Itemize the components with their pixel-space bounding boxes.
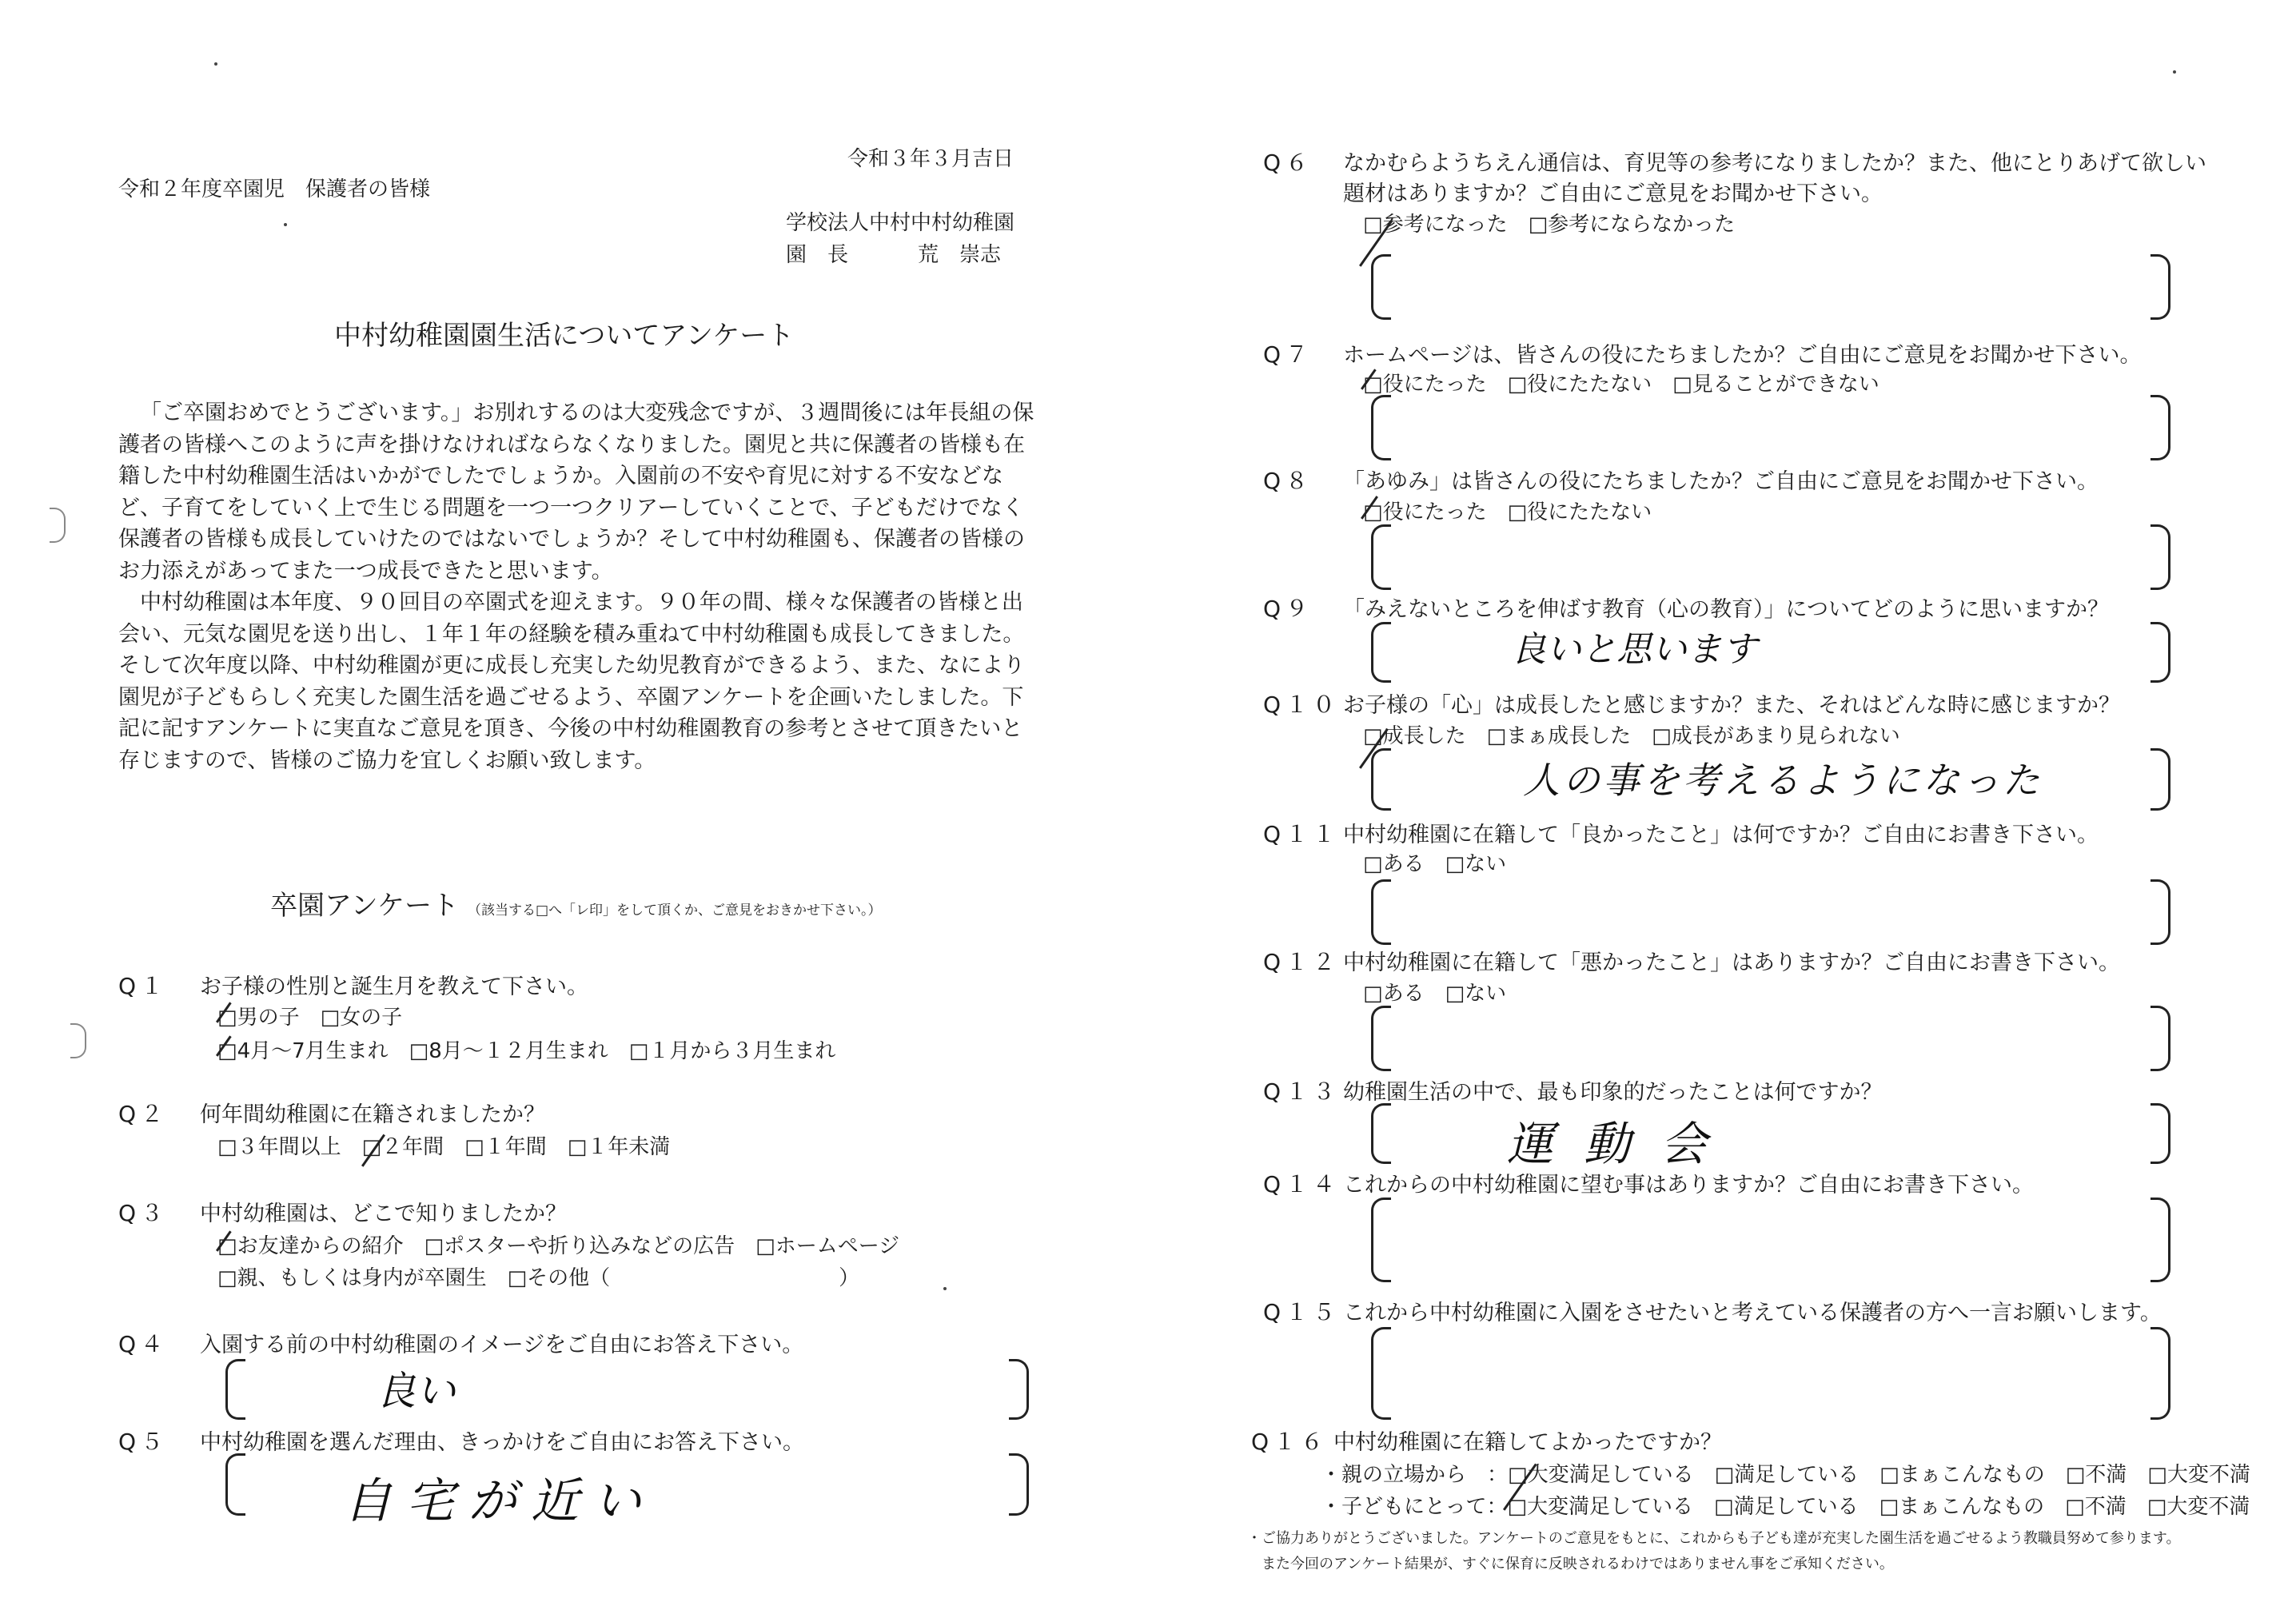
q16-text: 中村幼稚園に在籍してよかったですか？ — [1333, 1430, 1722, 1455]
q7-answer-bracket-left — [1371, 395, 1391, 460]
header-principal-name: 荒 崇志 — [918, 243, 1002, 267]
q16-options-child[interactable]: ・子どもにとって：□大変満足している □満足している □まぁこんなもの □不満 □大変不満 — [1321, 1495, 2250, 1519]
q3-text: 中村幼稚園は、どこで知りましたか？ — [200, 1202, 567, 1226]
q1-options-gender[interactable]: □男の子 □女の子 — [217, 1006, 403, 1030]
q13-text: 幼稚園生活の中で、最も印象的だったことは何ですか？ — [1343, 1080, 1883, 1105]
q8-number: Q８ — [1263, 468, 1313, 494]
scan-speck — [943, 1287, 947, 1290]
q7-options[interactable]: □役にたった □役にたたない □見ることができない — [1363, 373, 1879, 397]
q12-number: Q１２ — [1263, 949, 1341, 975]
footnote-thanks: ・ご協力ありがとうございました。アンケートのご意見をもとに、これからも子ども達が充実した園生活を過ごせるよう教職員努めて参ります。 — [1247, 1530, 2181, 1547]
q14-answer-bracket-left — [1371, 1198, 1391, 1282]
survey-title: 卒園アンケート — [270, 890, 459, 922]
q7-answer-bracket-right — [2151, 395, 2170, 460]
q10-text: お子様の「心」は成長したと感じますか？また、それはどんな時に感じますか？ — [1343, 693, 2120, 718]
q1-options-birth[interactable]: □4月～7月生まれ □8月～１２月生まれ □１月から３月生まれ — [217, 1039, 836, 1063]
q9-text: 「みえないところを伸ばす教育（心の教育）」についてどのように思いますか？ — [1343, 597, 2109, 622]
q4-number: Q４ — [118, 1331, 169, 1357]
header-org: 学校法人中村中村幼稚園 — [786, 211, 1015, 235]
q7-text: ホームページは、皆さんの役にたちましたか？ご自由にご意見をお聞かせ下さい。 — [1343, 343, 2142, 368]
header-recipient: 令和２年度卒園児 保護者の皆様 — [118, 177, 431, 201]
footnote-notice: また今回のアンケート結果が、すぐに保育に反映されるわけではありません事をご承知ください。 — [1247, 1556, 1894, 1572]
q13-number: Q１３ — [1263, 1078, 1341, 1105]
q11-answer-bracket-left — [1371, 879, 1391, 945]
header-date: 令和３年３月吉日 — [847, 147, 1014, 171]
q9-number: Q９ — [1263, 596, 1313, 622]
q11-text: 中村幼稚園に在籍して「良かったこと」は何ですか？ご自由にお書き下さい。 — [1343, 823, 2099, 847]
q5-answer-bracket-right — [1009, 1453, 1029, 1516]
q7-number: Q７ — [1263, 341, 1313, 368]
q13-handwritten-answer[interactable]: 運動会 — [1507, 1117, 1738, 1171]
q14-answer-bracket-right — [2151, 1198, 2170, 1282]
q5-number: Q５ — [118, 1429, 169, 1455]
q8-text: 「あゆみ」は皆さんの役にたちましたか？ご自由にご意見をお聞かせ下さい。 — [1343, 469, 2099, 494]
binder-hole-mark — [50, 508, 66, 543]
q10-answer-bracket-left — [1371, 748, 1391, 811]
intro-paragraph — [118, 397, 1038, 776]
q6-text-2: 題材はありますか？ご自由にご意見をお聞かせ下さい。 — [1343, 181, 1883, 206]
survey-note: （該当する□へ「レ印」をして頂くか、ご意見をおきかせ下さい。） — [468, 903, 882, 919]
q4-text: 入園する前の中村幼稚園のイメージをご自由にお答え下さい。 — [200, 1333, 804, 1357]
q15-number: Q１５ — [1263, 1299, 1341, 1325]
q9-answer-bracket-left — [1371, 622, 1391, 683]
q11-number: Q１１ — [1263, 821, 1341, 847]
q8-answer-bracket-right — [2151, 524, 2170, 590]
scan-speck — [214, 62, 217, 66]
q4-answer-bracket-right — [1009, 1359, 1029, 1420]
q11-answer-bracket-right — [2151, 879, 2170, 945]
q16-number: Q１６ — [1251, 1429, 1329, 1455]
q9-answer-bracket-right — [2151, 622, 2170, 683]
q12-answer-bracket-left — [1371, 1006, 1391, 1071]
q11-options[interactable]: □ある □ない — [1363, 852, 1507, 876]
q1-number: Q１ — [118, 973, 169, 999]
q10-options[interactable]: □成長した □まぁ成長した □成長があまり見られない — [1363, 724, 1900, 748]
header-principal-title: 園 長 — [786, 243, 849, 267]
q15-answer-bracket-left — [1371, 1327, 1391, 1420]
q5-answer-bracket-left — [225, 1453, 245, 1516]
q8-answer-bracket-left — [1371, 524, 1391, 590]
q3-options-1[interactable]: □お友達からの紹介 □ポスターや折り込みなどの広告 □ホームページ — [217, 1234, 900, 1258]
scan-speck — [284, 223, 287, 226]
q9-handwritten-answer[interactable]: 良いと思います — [1511, 629, 1757, 670]
q6-answer-bracket-left — [1371, 254, 1391, 320]
q16-options-parent[interactable]: ・親の立場から ：□大変満足している □満足している □まぁこんなもの □不満 □大変不満 — [1321, 1463, 2250, 1487]
q2-number: Q２ — [118, 1101, 169, 1127]
q13-answer-bracket-left — [1371, 1103, 1391, 1164]
q6-options[interactable]: □参考になった □参考にならなかった — [1363, 213, 1736, 237]
q8-options[interactable]: □役にたった □役にたたない — [1363, 500, 1652, 524]
q6-text: なかむらようちえん通信は、育児等の参考になりましたか？また、他にとりあげて欲しい — [1343, 151, 2206, 176]
intro-text-1: 「ご卒園おめでとうございます。」お別れするのは大変残念ですが、３週間後には年長組の保護者の皆様へこのように声を掛けなければならなくなりました。園児と共に保護者の皆様も在籍した中村幼稚園生活はいかがでしたでしょうか。入園前の不安や育児に対する不安などなど、子育てをしていく上で生じる問題を一つ一つクリアーしていくことで、子どもだけでなく保護者の皆様も成長していけたのではないでしょうか？そして中村幼稚園も、保護者の皆様のお力添えがあってまた一つ成長できたと思います。 — [118, 401, 1034, 584]
q6-answer-bracket-right — [2151, 254, 2170, 320]
q10-answer-bracket-right — [2151, 748, 2170, 811]
q12-options[interactable]: □ある □ない — [1363, 982, 1507, 1006]
q12-text: 中村幼稚園に在籍して「悪かったこと」はありますか？ご自由にお書き下さい。 — [1343, 950, 2120, 975]
q4-handwritten-answer[interactable]: 良い — [376, 1368, 456, 1414]
q6-number: Q６ — [1263, 149, 1313, 176]
page-title: 中村幼稚園園生活についてアンケート — [334, 320, 795, 352]
q2-text: 何年間幼稚園に在籍されましたか？ — [200, 1102, 545, 1127]
q12-answer-bracket-right — [2151, 1006, 2170, 1071]
q5-handwritten-answer[interactable]: 自宅が近い — [344, 1473, 656, 1529]
q1-text: お子様の性別と誕生月を教えて下さい。 — [200, 974, 588, 999]
q15-text: これから中村幼稚園に入園をさせたいと考えている保護者の方へ一言お願いします。 — [1343, 1301, 2162, 1325]
q5-text: 中村幼稚園を選んだ理由、きっかけをご自由にお答え下さい。 — [200, 1430, 804, 1455]
q4-answer-bracket-left — [225, 1359, 245, 1420]
q14-text: これからの中村幼稚園に望む事はありますか？ご自由にお書き下さい。 — [1343, 1173, 2034, 1198]
q2-options[interactable]: □３年間以上 □２年間 □１年間 □１年未満 — [217, 1135, 671, 1159]
q3-options-2[interactable]: □親、もしくは身内が卒園生 □その他（ ） — [217, 1266, 860, 1290]
binder-hole-mark — [70, 1023, 86, 1058]
q13-answer-bracket-right — [2151, 1103, 2170, 1164]
scan-speck — [2173, 70, 2176, 74]
q14-number: Q１４ — [1263, 1171, 1341, 1198]
q15-answer-bracket-right — [2151, 1327, 2170, 1420]
q10-number: Q１０ — [1263, 691, 1341, 718]
intro-text-2: 中村幼稚園は本年度、９０回目の卒園式を迎えます。９０年の間、様々な保護者の皆様と出会い、元気な園児を送り出し、１年１年の経験を積み重ねて中村幼稚園も成長してきました。そして次年度以降、中村幼稚園が更に成長し充実した幼児教育ができるよう、また、なにより園児が子どもらしく充実した園生活を過ごせるよう、卒園アンケートを企画いたしました。下記に記すアンケートに実直なご意見を頂き、今後の中村幼稚園教育の参考とさせて頂きたいと存じますので、皆様のご協力を宜しくお願い致します。 — [118, 590, 1025, 773]
q10-handwritten-answer[interactable]: 人の事を考えるようになった — [1523, 759, 2043, 802]
q3-number: Q３ — [118, 1200, 169, 1226]
